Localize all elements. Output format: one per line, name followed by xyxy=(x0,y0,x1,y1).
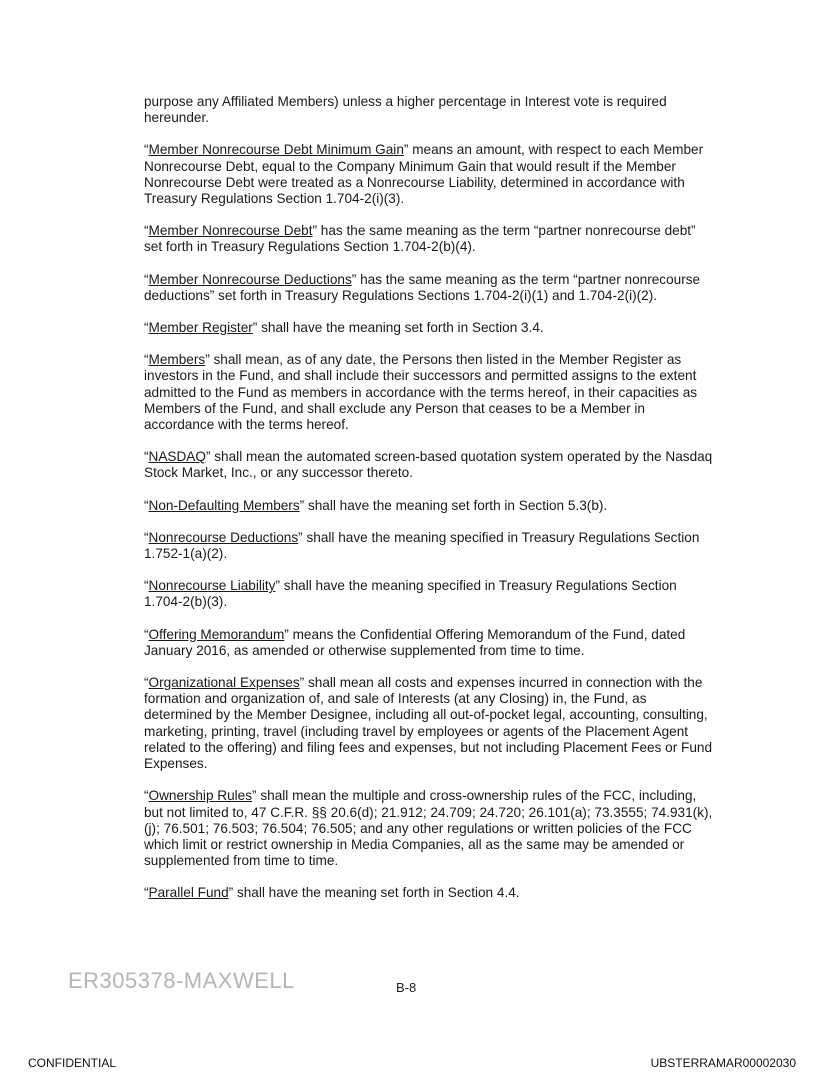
defined-term: Ownership Rules xyxy=(148,788,253,804)
definition-text: ” means an amount, with respect to each Member Nonrecourse Debt, equal to the Company Minimum Gain that would result if the Member Nonrecourse Debt were treated as a Nonrecourse Liability, determined in accordance with Treasury Regulations Section 1.704-2(i)(3). xyxy=(144,142,704,207)
defined-term: Member Nonrecourse Debt xyxy=(148,223,313,239)
definition-text: ” shall mean the automated screen-based quotation system operated by the Nasdaq Stock Market, Inc., or any successor thereto. xyxy=(144,449,713,481)
defined-term: Member Nonrecourse Debt Minimum Gain xyxy=(148,142,404,158)
definition-text: ” shall have the meaning set forth in Section 4.4. xyxy=(228,885,520,901)
defined-term: Members xyxy=(148,352,206,368)
definition-paragraph: “Parallel Fund” shall have the meaning set forth in Section 4.4. xyxy=(144,885,520,901)
definition-text: ” shall mean the multiple and cross-ownership rules of the FCC, including, but not limited to, 47 C.F.R. §§ 20.6(d); 21.912; 24.709; 24.720; 26.101(a); 73.3555; 74.931(k), (j); 76.501; 76.503; 76.504; 76.505; and any other regulations or written policies of the FCC which limit or restrict ownership in Media Companies, all as the same may be amended or supplemented from time to time. xyxy=(144,788,713,869)
definition-text: ” shall have the meaning specified in Treasury Regulations Section 1.704-2(b)(3). xyxy=(144,578,677,610)
definition-paragraph: “Members” shall mean, as of any date, the Persons then listed in the Member Register as investors in the Fund, and shall include their successors and permitted assigns to the extent admitted to the Fund as members in accordance with the terms hereof, in their capacities as Members of the Fund, and shall exclude any Person that ceases to be a Member in accordance with the terms hereof. xyxy=(144,352,698,433)
definition-paragraph: “Member Nonrecourse Debt Minimum Gain” means an amount, with respect to each Member Nonrecourse Debt, equal to the Company Minimum Gain that would result if the Member Nonrecourse Debt were treated as a Nonrecourse Liability, determined in accordance with Treasury Regulations Section 1.704-2(i)(3). xyxy=(144,142,704,207)
definition-text: ” shall mean all costs and expenses incurred in connection with the formation and organization of, and sale of Interests (at any Closing) in, the Fund, as determined by the Member Designee, including all out-of-pocket legal, accounting, consulting, marketing, printing, travel (including travel by employees or agents of the Placement Agent related to the offering) and filing fees and expenses, but not including Placement Fees or Fund Expenses. xyxy=(144,675,713,772)
intro-paragraph: purpose any Affiliated Members) unless a higher percentage in Interest vote is required hereunder. xyxy=(144,94,667,126)
defined-term: Parallel Fund xyxy=(148,885,229,901)
definition-paragraph: “Ownership Rules” shall mean the multiple and cross-ownership rules of the FCC, including, but not limited to, 47 C.F.R. §§ 20.6(d); 21.912; 24.709; 24.720; 26.101(a); 73.3555; 74.931(k), (j); 76.501; 76.503; 76.504; 76.505; and any other regulations or written policies of the FCC which limit or restrict ownership in Media Companies, all as the same may be amended or supplemented from time to time. xyxy=(144,788,713,869)
document-id-stamp: ER305378-MAXWELL xyxy=(68,968,295,993)
definition-paragraph: “Nonrecourse Liability” shall have the meaning specified in Treasury Regulations Section 1.704-2(b)(3). xyxy=(144,578,677,610)
definition-text: ” shall have the meaning set forth in Section 5.3(b). xyxy=(299,497,608,513)
definition-text: ” shall have the meaning set forth in Section 3.4. xyxy=(252,320,544,336)
page-number: B-8 xyxy=(396,980,417,995)
definition-paragraph: “NASDAQ” shall mean the automated screen-based quotation system operated by the Nasdaq Stock Market, Inc., or any successor thereto. xyxy=(144,449,713,481)
definition-text: ” shall have the meaning specified in Treasury Regulations Section 1.752-1(a)(2). xyxy=(144,529,700,562)
bates-number: UBSTERRAMAR00002030 xyxy=(650,1056,796,1070)
defined-term: Non-Defaulting Members xyxy=(148,497,300,513)
defined-term: Member Register xyxy=(148,320,253,336)
defined-term: Nonrecourse Liability xyxy=(148,578,276,594)
defined-term: Offering Memorandum xyxy=(148,626,285,642)
defined-term: Nonrecourse Deductions xyxy=(148,529,299,545)
defined-term: Member Nonrecourse Deductions xyxy=(148,271,352,287)
definition-text: ” means the Confidential Offering Memorandum of the Fund, dated January 2016, as amended or otherwise supplemented from time to time. xyxy=(144,626,686,658)
definition-paragraph: “Member Nonrecourse Debt” has the same meaning as the term “partner nonrecourse debt” set forth in Treasury Regulations Section 1.704-2(b)(4). xyxy=(144,223,696,255)
definition-paragraph: “Offering Memorandum” means the Confidential Offering Memorandum of the Fund, dated January 2016, as amended or otherwise supplemented from time to time. xyxy=(144,626,686,658)
definition-paragraph: “Non-Defaulting Members” shall have the meaning set forth in Section 5.3(b). xyxy=(144,497,608,513)
definition-text: ” shall mean, as of any date, the Persons then listed in the Member Register as investors in the Fund, and shall include their successors and permitted assigns to the extent admitted to the Fund as members in accordance with the terms hereof, in their capacities as Members of the Fund, and shall exclude any Person that ceases to be a Member in accordance with the terms hereof. xyxy=(144,352,698,433)
definition-paragraph: “Organizational Expenses” shall mean all costs and expenses incurred in connection with the formation and organization of, and sale of Interests (at any Closing) in, the Fund, as determined by the Member Designee, including all out-of-pocket legal, accounting, consulting, marketing, printing, travel (including travel by employees or agents of the Placement Agent related to the offering) and filing fees and expenses, but not including Placement Fees or Fund Expenses. xyxy=(144,675,713,772)
definition-text: ” has the same meaning as the term “partner nonrecourse deductions” set forth in Treasury Regulations Sections 1.704-2(i)(1) and 1.704-2(i)(2). xyxy=(144,271,701,303)
definition-paragraph: “Nonrecourse Deductions” shall have the meaning specified in Treasury Regulations Section 1.752-1(a)(2). xyxy=(144,529,700,562)
definition-text: ” has the same meaning as the term “partner nonrecourse debt” set forth in Treasury Regulations Section 1.704-2(b)(4). xyxy=(144,223,696,255)
definition-paragraph: “Member Register” shall have the meaning set forth in Section 3.4. xyxy=(144,320,544,336)
confidential-label: CONFIDENTIAL xyxy=(28,1056,117,1070)
defined-term: NASDAQ xyxy=(148,449,206,465)
definition-paragraph: “Member Nonrecourse Deductions” has the same meaning as the term “partner nonrecourse deductions” set forth in Treasury Regulations Sections 1.704-2(i)(1) and 1.704-2(i)(2). xyxy=(144,271,701,303)
document-body xyxy=(144,94,716,918)
defined-term: Organizational Expenses xyxy=(148,675,300,691)
